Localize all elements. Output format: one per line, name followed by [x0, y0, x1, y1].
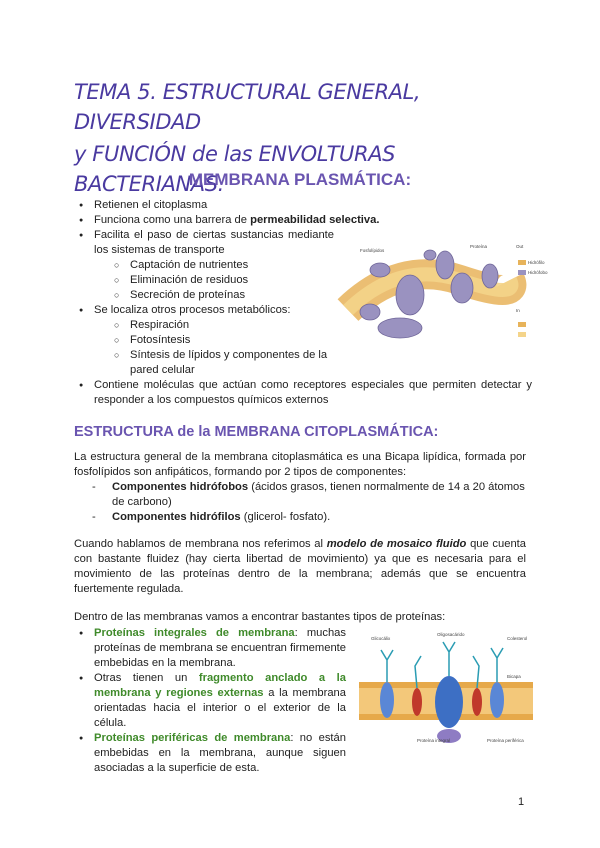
membrane-diagram	[340, 240, 548, 352]
figure2-label: Bicapa	[507, 674, 521, 679]
paragraph-mosaico: Cuando hablamos de membrana nos referimos al modelo de mosaico fluido que cuenta con bastante fluidez (hay cierta libertad de movimiento) ya que es necesaria para el movimiento de las proteínas dentro de la membrana; además que se encuentra fuertemente regulada.	[74, 538, 526, 595]
bullet-item: ● Proteínas periféricas de membrana: no están embebidas en la membrana, aunque siguen asociadas a la superficie de esta.	[74, 731, 346, 776]
proteinas-list	[74, 626, 346, 776]
bullet-item: ● Retienen el citoplasma	[74, 198, 532, 213]
sub-bullet-item: ○ Síntesis de lípidos y componentes de la pared celular	[74, 348, 335, 378]
figure2-label: Glicocálix	[371, 636, 391, 641]
figure2-label: Oligosacárido	[437, 632, 465, 637]
bullet-item: ● Otras tienen un fragmento anclado a la membrana y regiones externas a la membrana orientadas hacia el interior o el exterior de la célula.	[74, 671, 346, 731]
sub-bullet-item: ○ Eliminación de residuos	[74, 273, 532, 288]
fluid-mosaic-diagram	[357, 630, 535, 748]
dash-item: - Componentes hidrófilos (glicerol- fosfato).	[74, 510, 526, 525]
figure2-label: Colesterol	[507, 636, 528, 641]
figure2-label: Proteína integral	[417, 738, 451, 743]
componentes-list	[74, 480, 526, 525]
figure1-label: In	[516, 308, 520, 313]
bullet-item: ● Funciona como una barrera de permeabilidad selectiva.	[74, 213, 532, 228]
paragraph-bicapa: La estructura general de la membrana citoplasmática es una Bicapa lipídica, formada por fosfolípidos son anfipáticos, formando por 2 tipos de componentes:	[74, 451, 526, 478]
figure1-label: Out	[516, 244, 524, 249]
figure2-label: Proteína periférica	[487, 738, 524, 743]
sub-bullet-item: ○ Secreción de proteínas	[74, 288, 532, 303]
paragraph-proteinas: Dentro de las membranas vamos a encontrar bastantes tipos de proteínas:	[74, 611, 446, 623]
sub-bullet-item: ○ Fotosíntesis	[74, 333, 532, 348]
dash-item: - Componentes hidrófobos (ácidos grasos, tienen normalmente de 14 a 20 átomos de carbono)	[74, 480, 526, 510]
title-line-2: y FUNCIÓN de las ENVOLTURAS BACTERIANAS.	[74, 142, 396, 196]
figure1-label: Hidrófilo	[528, 260, 545, 265]
bullet-item: ● Contiene moléculas que actúan como receptores especiales que permiten detectar y responder a los compuestos químicos externos	[74, 378, 532, 408]
sub-bullet-item: ○ Respiración	[74, 318, 532, 333]
title-line-1: TEMA 5. ESTRUCTURAL GENERAL, DIVERSIDAD	[74, 80, 421, 134]
figure1-label: Fosfolípidos	[360, 248, 385, 253]
bullet-item: ● Facilita el paso de ciertas sustancias mediante los sistemas de transporte	[74, 228, 334, 258]
bullet-item: ● Se localiza otros procesos metabólicos:	[74, 303, 532, 318]
page-number: 1	[518, 796, 525, 808]
figure1-label: Hidrófobo	[528, 270, 548, 275]
section-heading-estructura: ESTRUCTURA de la MEMBRANA CITOPLASMÁTICA:	[74, 424, 439, 440]
figure1-label: Proteína	[470, 244, 488, 249]
bullet-item: ● Proteínas integrales de membrana: muchas proteínas de membrana se encuentran firmemente embebidas en la membrana.	[74, 626, 346, 671]
section-heading-membrana: MEMBRANA PLASMÁTICA:	[188, 170, 412, 189]
sub-bullet-item: ○ Captación de nutrientes	[74, 258, 532, 273]
